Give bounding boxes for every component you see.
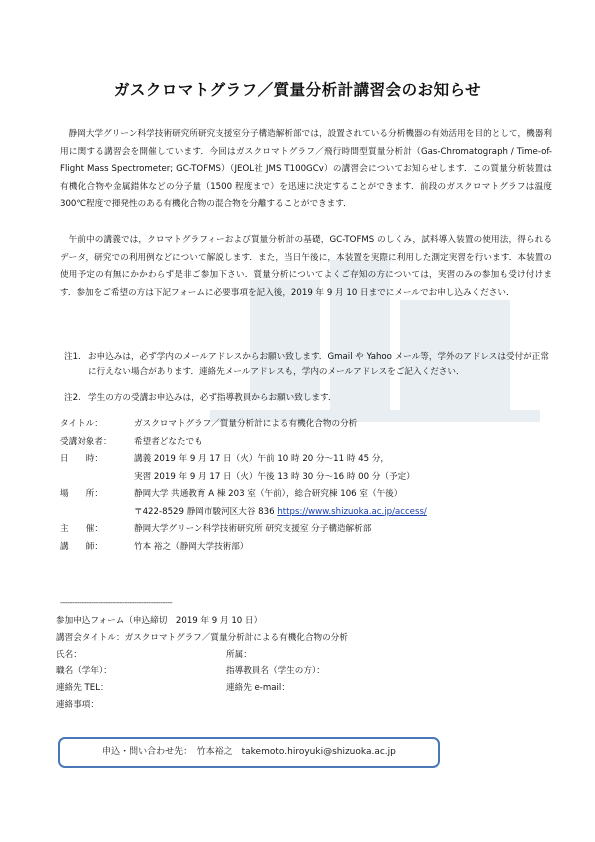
info-lecturer-key: 講 師： — [60, 541, 103, 552]
info-address: 〒422-8529 静岡市駿河区大谷 836 — [134, 506, 275, 517]
info-place-row — [60, 486, 427, 504]
separator-line: ----------------------------------------------- — [60, 598, 173, 607]
info-lecturer-row — [60, 539, 427, 557]
info-address-row — [60, 504, 427, 522]
info-target-row — [60, 434, 427, 452]
form-heading: 参加申込フォーム（申込締切 2019 年 9 月 10 日） — [56, 616, 263, 626]
note-text: 学生の方の受講お申込みは，必ず指導教員からお願い致します． — [88, 393, 337, 403]
info-place-key: 場 所： — [60, 489, 103, 499]
form-remarks-field[interactable]: 連絡事項： — [56, 699, 99, 710]
form-tel-field[interactable]: 連絡先 TEL： — [56, 683, 109, 694]
info-host-key: 主 催： — [60, 524, 103, 534]
info-target-value: 希望者どなたでも — [134, 436, 203, 447]
intro-paragraph-2: 午前中の講義では，クロマトグラフィーおよび質量分析計の基礎，GC-TOFMS のしくみ，試料導入装置の使用法，得られるデータ，研究での利用例などについて解説します．また，当日午後に，本装置を実際に利用した測定実習を行います．本装置の使用予定の有無にかかわらず是非ご参加下さい．質量分析についてよくご存知の方については，実習のみの参加も受け付けます．参加をご希望の方は下記フォームに必要事項を記入後，2019 年 9 月 10 日までにメールでお申し込みください． — [60, 235, 552, 298]
note-1 — [64, 350, 549, 380]
info-title-row — [60, 416, 427, 434]
form-email-field[interactable]: 連絡先 e-mail： — [226, 683, 290, 694]
access-link[interactable]: https://www.shizuoka.ac.jp/access/ — [277, 506, 427, 517]
info-host-value: 静岡大学グリーン科学技術研究所 研究支援室 分子構造解析部 — [134, 524, 372, 534]
form-row — [56, 663, 546, 680]
form-name-field[interactable]: 氏名： — [56, 649, 82, 660]
info-date-row — [60, 451, 427, 469]
application-form — [56, 613, 546, 714]
form-position-field[interactable]: 職名（学年）： — [56, 666, 112, 677]
info-place-value: 静岡大学 共通教育 A 棟 203 室（午前），総合研究棟 106 室（午後） — [134, 489, 403, 499]
info-date-lecture: 講義 2019 年 9 月 17 日（火）午前 10 時 20 分～11 時 45 分， — [134, 454, 390, 464]
note-2 — [64, 391, 549, 406]
info-title-value: ガスクロマトグラフ／質量分析計による有機化合物の分析 — [134, 419, 358, 429]
form-affiliation-field[interactable]: 所属： — [226, 649, 252, 660]
form-course-title: 講習会タイトル：ガスクロマトグラフ／質量分析計による有機化合物の分析 — [56, 632, 348, 643]
info-date-practice: 実習 2019 年 9 月 17 日（火）午後 13 時 30 分～16 時 00 分（予定） — [134, 471, 415, 482]
form-row — [56, 680, 546, 697]
note-text: お申込みは，必ず学内のメールアドレスからお願い致します．Gmail や Yahoo メール等，学外のアドレスは受付が正常に行えない場合があります．連絡先メールアドレスも，学内のメールアドレスをご記入ください． — [88, 352, 549, 377]
info-lecturer-value: 竹本 裕之（静岡大学技術部） — [134, 541, 249, 552]
event-info — [60, 416, 427, 556]
note-label: 注1. — [64, 352, 81, 362]
intro-paragraph-1: 静岡大学グリーン科学技術研究所研究支援室分子構造解析部では，設置されている分析機器の有効活用を目的として，機器利用に関する講習会を開催しています．今回はガスクロマトグラフ／飛行時間型質量分析計（Gas-Chromatograph / Time-of-Flight Mass Spectrometer; GC-TOFMS）（JEOL社 JMS T100GCv）の講習会についてお知らせします．この質量分析装置は有機化合物や金属錯体などの分子量（1500 程度まで）を迅速に決定することができます．前段のガスクロマトグラフは温度300℃程度で揮発性のある有機化合物の混合物を分離することができます． — [60, 129, 552, 210]
page-title: ガスクロマトグラフ／質量分析計講習会のお知らせ — [113, 81, 482, 99]
note-label: 注2. — [64, 393, 81, 403]
info-host-row — [60, 521, 427, 539]
info-target-key: 受講対象者： — [60, 436, 112, 447]
info-title-key: タイトル： — [60, 419, 103, 429]
info-date-key: 日 時： — [60, 454, 103, 464]
form-supervisor-field[interactable]: 指導教員名（学生の方）： — [226, 666, 325, 677]
contact-box: 申込・問い合わせ先： 竹本裕之 takemoto.hiroyuki@shizuoka.ac.jp — [58, 737, 440, 768]
form-row — [56, 647, 546, 664]
